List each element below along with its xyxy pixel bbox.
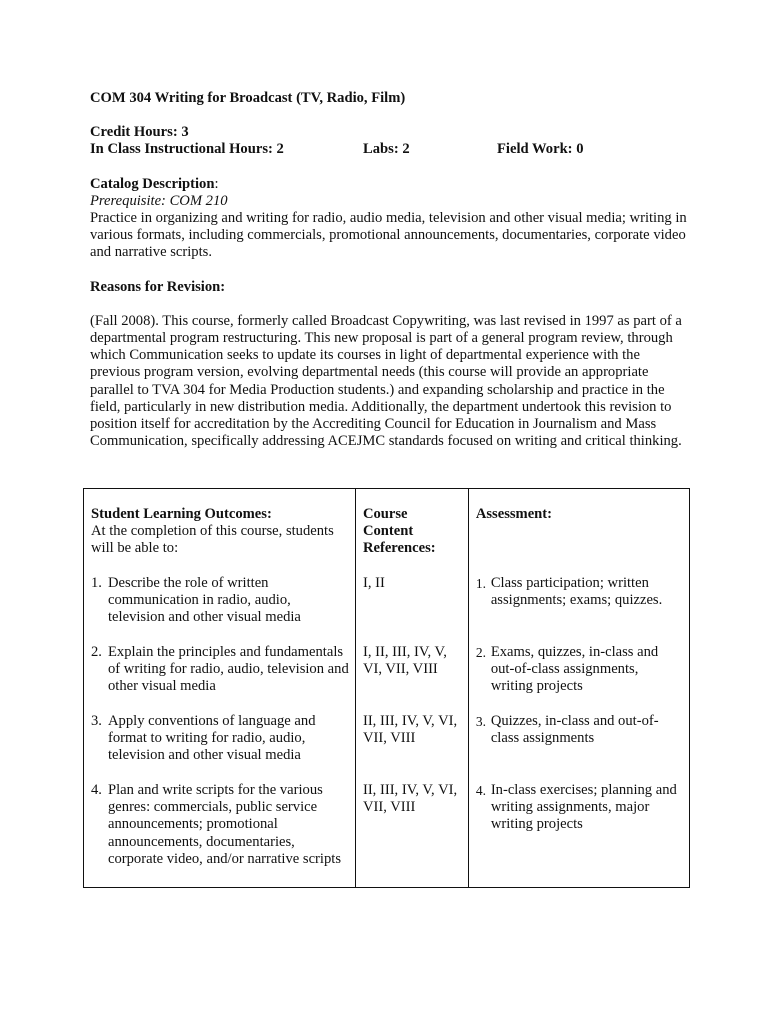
outcome-number: 3. (91, 713, 102, 729)
assessment-item-1 (476, 575, 683, 627)
revision-heading: Reasons for Revision: (90, 278, 226, 295)
outcome-item-4 (91, 782, 349, 868)
assessment-item-3 (476, 713, 683, 765)
assessment-header: Assessment: (475, 506, 553, 522)
outcome-number: 1. (91, 575, 102, 591)
outcome-text: Plan and write scripts for the various genres: commercials, public service announcements; promotional announcements, documentaries, corporate video, and/or narrative scripts (108, 782, 342, 867)
outcome-item-3 (91, 713, 349, 765)
credit-hours: Credit Hours: 3 (90, 124, 189, 141)
outcome-item-2 (91, 644, 349, 696)
revision-text: (Fall 2008). This course, formerly called Broadcast Copywriting, was last revised in 1997 as part of a departmental program restructuring. This new proposal is part of a general program review, through which Communication seeks to update its courses in light of departmental experience with the previous program version, evolving departmental needs (this course will provide an appropriate parallel to TVA 304 for Media Production students.) and expanding scholarship and practice in the field, particularly in new distribution media. Additionally, the department undertook this revision to position itself for accreditation by the Accrediting Council for Education in Journalism and Mass Communication, specifically addressing ACEJMC standards focused on writing and critical thinking. (90, 312, 682, 450)
outcome-text: Apply conventions of language and format to writing for radio, audio, television and other visual media (108, 713, 316, 764)
outcomes-header-title: Student Learning Outcomes: (91, 506, 272, 522)
outcomes-column (84, 489, 356, 888)
labs-hours: Labs: 2 (363, 141, 410, 158)
assessment-number: 3. (475, 713, 486, 729)
assessment-item-2 (476, 644, 683, 696)
assessment-number: 2. (475, 644, 486, 660)
outcome-text: Describe the role of written communication in radio, audio, television and other visual media (108, 575, 301, 626)
assessment-text: Class participation; written assignments; exams; quizzes. (490, 574, 663, 609)
references-item-4: II, III, IV, V, VI, VII, VIII (362, 781, 458, 816)
outcome-number: 4. (91, 782, 102, 798)
in-class-hours: In Class Instructional Hours: 2 (90, 141, 284, 158)
assessment-text: In-class exercises; planning and writing assignments, major writing projects (490, 781, 677, 833)
assessment-text: Exams, quizzes, in-class and out-of-class assignments, writing projects (490, 643, 659, 695)
assessment-item-4 (476, 782, 683, 834)
outcome-number: 2. (91, 644, 102, 660)
course-title: COM 304 Writing for Broadcast (TV, Radio, Film) (90, 90, 406, 106)
assessment-number: 1. (475, 575, 486, 591)
references-item-2: I, II, III, IV, V, VI, VII, VIII (362, 643, 447, 678)
outcomes-header (91, 506, 349, 558)
references-item-3: II, III, IV, V, VI, VII, VIII (362, 712, 458, 747)
references-column (355, 489, 468, 888)
field-work-hours: Field Work: 0 (497, 141, 584, 158)
assessment-number: 4. (475, 782, 486, 798)
outcomes-header-sub: At the completion of this course, students will be able to: (91, 523, 334, 557)
outcome-item-1 (91, 575, 349, 627)
catalog-heading: Catalog Description (90, 175, 215, 192)
references-header: Course Content References: (362, 506, 436, 557)
document-page (90, 90, 690, 450)
table-row (84, 489, 690, 888)
catalog-heading-line (90, 176, 690, 193)
references-item-1: I, II (362, 575, 385, 591)
assessment-column (468, 489, 689, 888)
catalog-description: Practice in organizing and writing for radio, audio media, television and other visual media; writing in various formats, including commercials, promotional announcements, documentaries, corporate video and narrative scripts. (90, 210, 687, 261)
hours-row (90, 141, 690, 158)
learning-outcomes-table (83, 488, 690, 888)
catalog-heading-colon: : (214, 175, 219, 192)
prerequisite: Prerequisite: COM 210 (90, 192, 228, 209)
assessment-text: Quizzes, in-class and out-of-class assignments (490, 712, 659, 747)
outcome-text: Explain the principles and fundamentals of writing for radio, audio, television and other visual media (108, 644, 349, 695)
